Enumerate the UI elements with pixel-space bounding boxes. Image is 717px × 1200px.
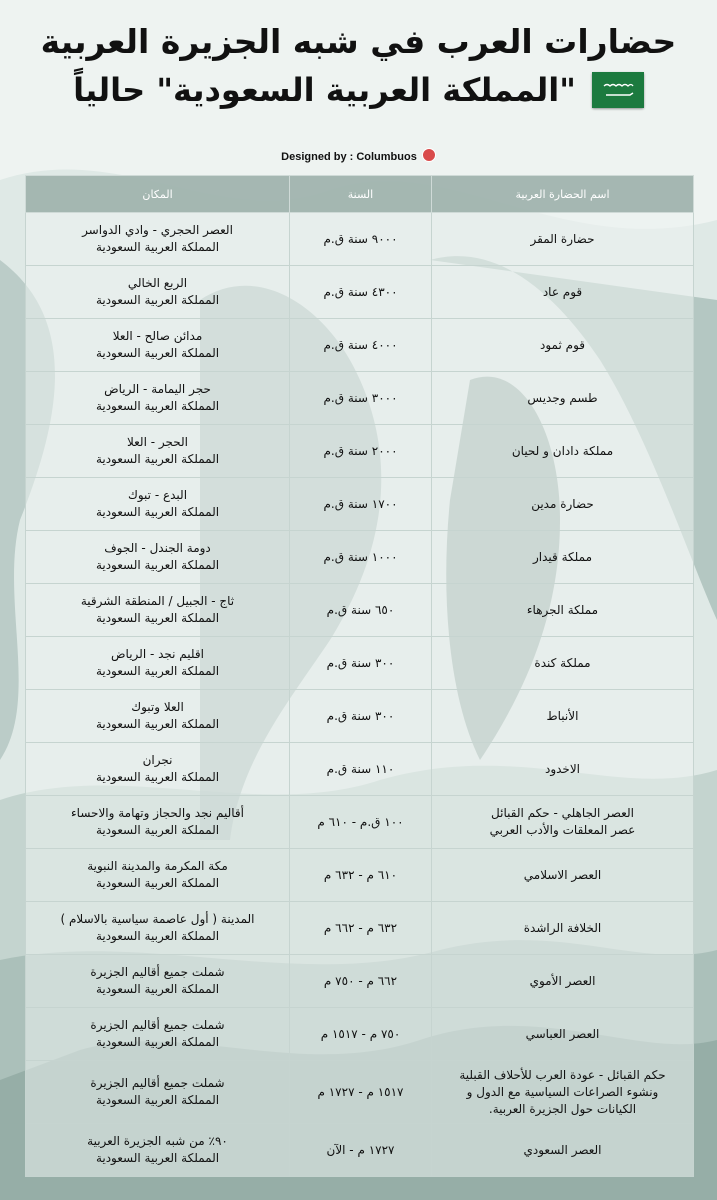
- civilization-cell-line: مملكة كندة: [534, 655, 591, 670]
- year-cell: ١٧٢٧ م - الآن: [290, 1124, 432, 1177]
- table-row: [26, 690, 694, 743]
- civilization-cell: [432, 743, 694, 796]
- table-row: [26, 319, 694, 372]
- year-cell: ٦٣٢ م - ٦٦٢ م: [290, 902, 432, 955]
- civilization-cell: [432, 849, 694, 902]
- place-cell: [26, 425, 290, 478]
- place-cell-line: المملكة العربية السعودية: [95, 770, 220, 784]
- place-cell-line: المدينة ( أول عاصمة سياسية بالاسلام ): [60, 912, 255, 926]
- place-cell-line: العصر الحجري - وادي الدواسر: [82, 223, 233, 237]
- year-cell: ١٠٠٠ سنة ق.م: [290, 531, 432, 584]
- table-row: [26, 849, 694, 902]
- place-cell-line: المملكة العربية السعودية: [95, 293, 220, 307]
- civilization-cell-line: حكم القبائل - عودة العرب للأحلاف القبلية: [459, 1067, 666, 1082]
- place-cell: [26, 478, 290, 531]
- civilization-cell: [432, 266, 694, 319]
- place-cell-line: حجر اليمامة - الرياض: [104, 382, 211, 396]
- place-cell-line: العلا وتبوك: [131, 700, 184, 714]
- place-cell-line: المملكة العربية السعودية: [95, 505, 220, 519]
- civilization-cell-line: العصر العباسي: [525, 1026, 600, 1041]
- year-cell: ٦٥٠ سنة ق.م: [290, 584, 432, 637]
- table-row: [26, 743, 694, 796]
- place-cell-line: المملكة العربية السعودية: [95, 717, 220, 731]
- table-row: [26, 425, 694, 478]
- civilization-cell: [432, 531, 694, 584]
- civilization-cell-line: العصر الأموي: [529, 973, 596, 988]
- place-cell: [26, 796, 290, 849]
- civilization-cell: [432, 319, 694, 372]
- table-row: [26, 1124, 694, 1177]
- year-cell: ١٧٠٠ سنة ق.م: [290, 478, 432, 531]
- place-cell: [26, 531, 290, 584]
- civilization-cell: [432, 425, 694, 478]
- civilization-cell: [432, 796, 694, 849]
- table-row: [26, 531, 694, 584]
- year-cell: ١١٠ سنة ق.م: [290, 743, 432, 796]
- civilizations-table: [25, 175, 694, 1177]
- table-row: [26, 478, 694, 531]
- place-cell-line: المملكة العربية السعودية: [95, 346, 220, 360]
- civilization-cell: [432, 955, 694, 1008]
- civilization-cell-line: الأنباط: [546, 708, 579, 723]
- civilization-cell-line: مملكة الجرهاء: [526, 602, 599, 617]
- table-row: [26, 372, 694, 425]
- civilization-cell: [432, 213, 694, 266]
- place-cell-line: المملكة العربية السعودية: [95, 876, 220, 890]
- place-cell-line: ثاج - الجبيل / المنطقة الشرقية: [80, 594, 235, 608]
- place-cell: [26, 1061, 290, 1124]
- place-cell: [26, 372, 290, 425]
- place-cell-line: المملكة العربية السعودية: [95, 664, 220, 678]
- place-cell: [26, 637, 290, 690]
- designer-credit-text: Designed by : Columbuos: [281, 151, 417, 163]
- year-cell: ٧٥٠ م - ١٥١٧ م: [290, 1008, 432, 1061]
- table-row: [26, 955, 694, 1008]
- civilization-cell-line: الاخدود: [544, 761, 581, 776]
- place-cell: [26, 902, 290, 955]
- year-cell: ٤٠٠٠ سنة ق.م: [290, 319, 432, 372]
- place-cell-line: شملت جميع أقاليم الجزيرة: [90, 1076, 225, 1090]
- place-cell: [26, 690, 290, 743]
- place-cell-line: ٩٠٪ من شبه الجزيرة العربية: [87, 1134, 228, 1148]
- place-cell-line: المملكة العربية السعودية: [95, 558, 220, 572]
- table-row: [26, 637, 694, 690]
- place-cell: [26, 319, 290, 372]
- place-cell-line: البدع - تبوك: [127, 488, 188, 502]
- place-cell: [26, 1008, 290, 1061]
- page-title-line2: "المملكة العربية السعودية" حالياً: [73, 71, 576, 109]
- place-cell-line: الحجر - العلا: [126, 435, 188, 449]
- civilization-cell-line: مملكة قيدار: [533, 549, 592, 564]
- year-cell: ٣٠٠ سنة ق.م: [290, 690, 432, 743]
- column-header-civilization: اسم الحضارة العربية: [432, 176, 694, 213]
- civilization-cell: [432, 584, 694, 637]
- civilization-cell: [432, 1061, 694, 1124]
- place-cell: [26, 1124, 290, 1177]
- place-cell-line: المملكة العربية السعودية: [95, 452, 220, 466]
- column-header-year: السنة: [290, 176, 432, 213]
- civilization-cell: [432, 902, 694, 955]
- civilization-cell: [432, 1124, 694, 1177]
- place-cell: [26, 213, 290, 266]
- place-cell-line: المملكة العربية السعودية: [95, 823, 220, 837]
- civilization-cell: [432, 690, 694, 743]
- table-row: [26, 584, 694, 637]
- table-row: [26, 902, 694, 955]
- place-cell-line: أقاليم نجد والحجاز وتهامة والاحساء: [71, 806, 244, 820]
- place-cell-line: المملكة العربية السعودية: [95, 399, 220, 413]
- place-cell-line: مكة المكرمة والمدينة النبوية: [87, 859, 228, 873]
- civilization-cell-line: الكيانات حول الجزيرة العربية.: [488, 1101, 637, 1116]
- place-cell-line: المملكة العربية السعودية: [95, 1093, 220, 1107]
- place-cell-line: المملكة العربية السعودية: [95, 929, 220, 943]
- designer-logo-icon: [422, 148, 436, 162]
- designer-credit: [0, 148, 717, 163]
- year-cell: ٣٠٠ سنة ق.م: [290, 637, 432, 690]
- title-block: [0, 20, 717, 112]
- civilization-cell-line: العصر السعودي: [523, 1142, 602, 1157]
- civilization-cell: [432, 372, 694, 425]
- place-cell-line: شملت جميع أقاليم الجزيرة: [90, 965, 225, 979]
- place-cell-line: نجران: [142, 753, 173, 767]
- civilization-cell-line: الخلافة الراشدة: [523, 920, 602, 935]
- place-cell-line: المملكة العربية السعودية: [95, 1035, 220, 1049]
- place-cell-line: المملكة العربية السعودية: [95, 611, 220, 625]
- place-cell: [26, 955, 290, 1008]
- civilization-cell-line: قوم ثمود: [540, 337, 585, 352]
- place-cell-line: المملكة العربية السعودية: [95, 982, 220, 996]
- column-header-place: المكان: [26, 176, 290, 213]
- table-header-row: [26, 176, 694, 213]
- civilization-cell-line: العصر الاسلامي: [523, 867, 602, 882]
- year-cell: ٦١٠ م - ٦٣٢ م: [290, 849, 432, 902]
- civilization-cell-line: حضارة مدين: [531, 496, 594, 511]
- civilization-cell-line: ونشوء الصراعات السياسية مع الدول و: [466, 1084, 659, 1099]
- place-cell-line: الربع الخالي: [127, 276, 188, 290]
- year-cell: ٤٣٠٠ سنة ق.م: [290, 266, 432, 319]
- year-cell: ٩٠٠٠ سنة ق.م: [290, 213, 432, 266]
- table-row: [26, 796, 694, 849]
- civilization-cell-line: طسم وجديس: [527, 390, 598, 405]
- civilization-cell-line: قوم عاد: [542, 284, 583, 299]
- place-cell: [26, 849, 290, 902]
- place-cell: [26, 266, 290, 319]
- year-cell: ١٠٠ ق.م - ٦١٠ م: [290, 796, 432, 849]
- civilization-cell: [432, 637, 694, 690]
- table-row: [26, 1061, 694, 1124]
- year-cell: ٣٠٠٠ سنة ق.م: [290, 372, 432, 425]
- place-cell: [26, 743, 290, 796]
- civilization-cell-line: العصر الجاهلي - حكم القبائل: [491, 806, 634, 820]
- place-cell-line: مدائن صالح - العلا: [112, 329, 203, 343]
- place-cell-line: دومة الجندل - الجوف: [104, 541, 211, 555]
- place-cell: [26, 584, 290, 637]
- year-cell: ١٥١٧ م - ١٧٢٧ م: [290, 1061, 432, 1124]
- place-cell-line: المملكة العربية السعودية: [95, 1151, 220, 1165]
- place-cell-line: المملكة العربية السعودية: [95, 240, 220, 254]
- civilization-cell: [432, 478, 694, 531]
- year-cell: ٦٦٢ م - ٧٥٠ م: [290, 955, 432, 1008]
- civilization-cell-line: عصر المعلقات والأدب العربي: [489, 823, 636, 837]
- table-row: [26, 266, 694, 319]
- page-title-line1: حضارات العرب في شبه الجزيرة العربية: [40, 22, 677, 61]
- civilization-cell: [432, 1008, 694, 1061]
- civilization-cell-line: مملكة دادان و لحيان: [511, 443, 614, 458]
- civilization-cell-line: حضارة المقر: [530, 231, 595, 246]
- year-cell: ٢٠٠٠ سنة ق.م: [290, 425, 432, 478]
- table-row: [26, 213, 694, 266]
- table-row: [26, 1008, 694, 1061]
- place-cell-line: اقليم نجد - الرياض: [111, 647, 204, 661]
- place-cell-line: شملت جميع أقاليم الجزيرة: [90, 1018, 225, 1032]
- saudi-flag-icon: [592, 72, 644, 108]
